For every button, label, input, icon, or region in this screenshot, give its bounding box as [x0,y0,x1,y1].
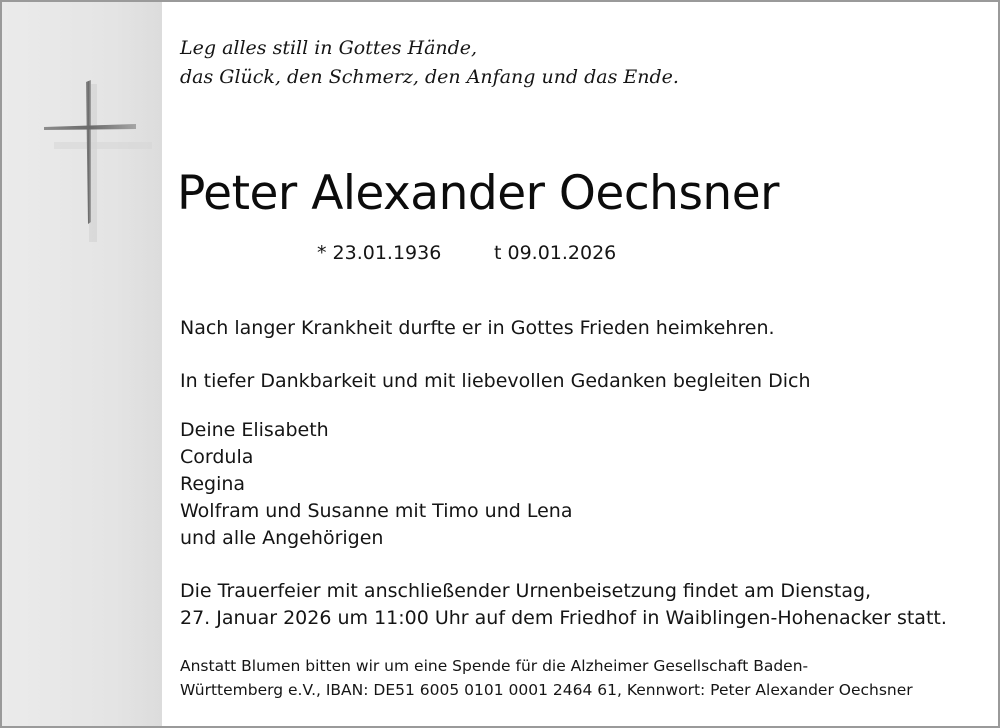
service-line: Die Trauerfeier mit anschließender Urnenbeisetzung findet am Dienstag, [180,580,872,602]
sidebar-panel [2,2,162,726]
verse-line: das Glück, den Schmerz, den Anfang und das Ende. [180,66,679,88]
service-info [180,578,947,632]
donation-info [180,654,913,702]
gratitude-text: In tiefer Dankbarkeit und mit liebevollen Gedanken begleiten Dich [180,370,811,392]
mourners-list [180,417,572,552]
birth-date: * 23.01.1936 [317,242,442,264]
list-item: Cordula [180,446,254,468]
passing-text: Nach langer Krankheit durfte er in Gottes Frieden heimkehren. [180,317,775,339]
deceased-name: Peter Alexander Oechsner [177,166,779,221]
donation-line: Württemberg e.V., IBAN: DE51 6005 0101 0001 2464 61, Kennwort: Peter Alexander Oechsner [180,681,913,699]
donation-line: Anstatt Blumen bitten wir um eine Spende für die Alzheimer Gesellschaft Baden- [180,657,809,675]
list-item: Regina [180,473,246,495]
verse-line: Leg alles still in Gottes Hände, [180,37,478,59]
death-date: t 09.01.2026 [494,242,617,264]
cross-icon [40,78,160,248]
verse [180,34,679,92]
service-line: 27. Januar 2026 um 11:00 Uhr auf dem Friedhof in Waiblingen-Hohenacker statt. [180,607,947,629]
list-item: und alle Angehörigen [180,527,384,549]
list-item: Deine Elisabeth [180,419,329,441]
list-item: Wolfram und Susanne mit Timo und Lena [180,500,573,522]
